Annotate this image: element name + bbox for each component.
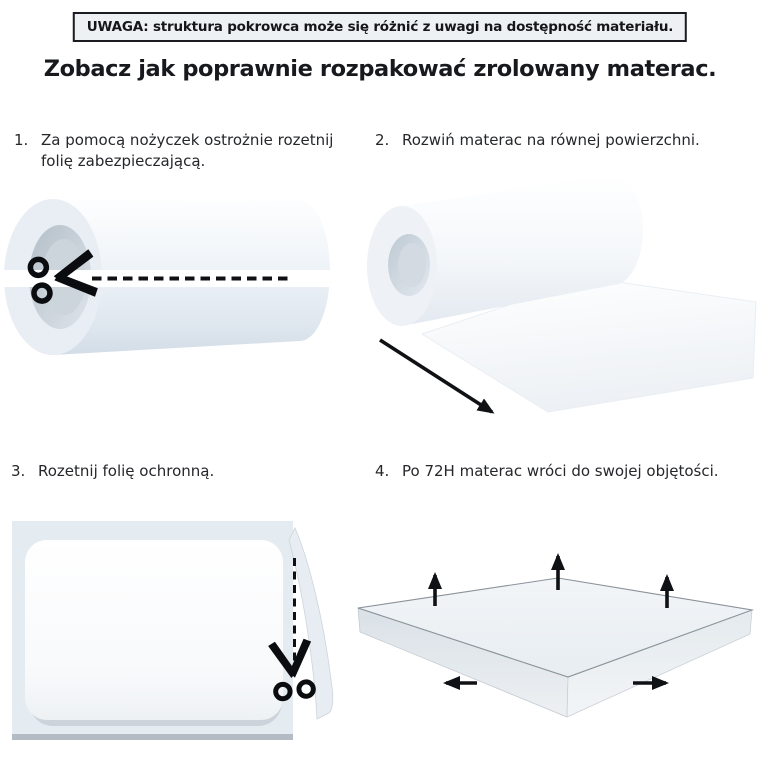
notice-banner-text: UWAGA: struktura pokrowca może się różnić z uwagi na dostępność materiału.: [86, 19, 674, 35]
flat-mattress: [25, 540, 283, 720]
illustration-foil-cutting: [0, 512, 340, 760]
step-1-caption: [14, 130, 350, 173]
roll-hole-inner: [398, 243, 426, 287]
step-3-number: 3.: [11, 462, 26, 480]
step-4-caption: [375, 461, 759, 482]
step-2-label: Rozwiń materac na równej powierzchni.: [402, 131, 700, 149]
step-3-caption: [11, 461, 347, 482]
step-2-number: 2.: [375, 131, 390, 149]
step-4-label: Po 72H materac wróci do swojej objętości.: [402, 462, 719, 480]
illustration-unrolling-mattress: [360, 160, 760, 430]
step-2-caption: [375, 130, 757, 151]
step-4-number: 4.: [375, 462, 390, 480]
notice-banner: [73, 12, 687, 42]
step-3-label: Rozetnij folię ochronną.: [38, 462, 215, 480]
page-title: Zobacz jak poprawnie rozpakować zrolowany materac.: [43, 56, 717, 82]
mattress-top: [358, 578, 752, 677]
step-1-number: 1.: [14, 131, 29, 149]
step-1-label: Za pomocą nożyczek ostrożnie rozetnij folię zabezpieczającą.: [41, 131, 334, 171]
foil-bottom-edge: [12, 734, 293, 740]
illustration-expanding-mattress: [350, 520, 760, 760]
illustration-rolled-mattress: [0, 185, 340, 385]
